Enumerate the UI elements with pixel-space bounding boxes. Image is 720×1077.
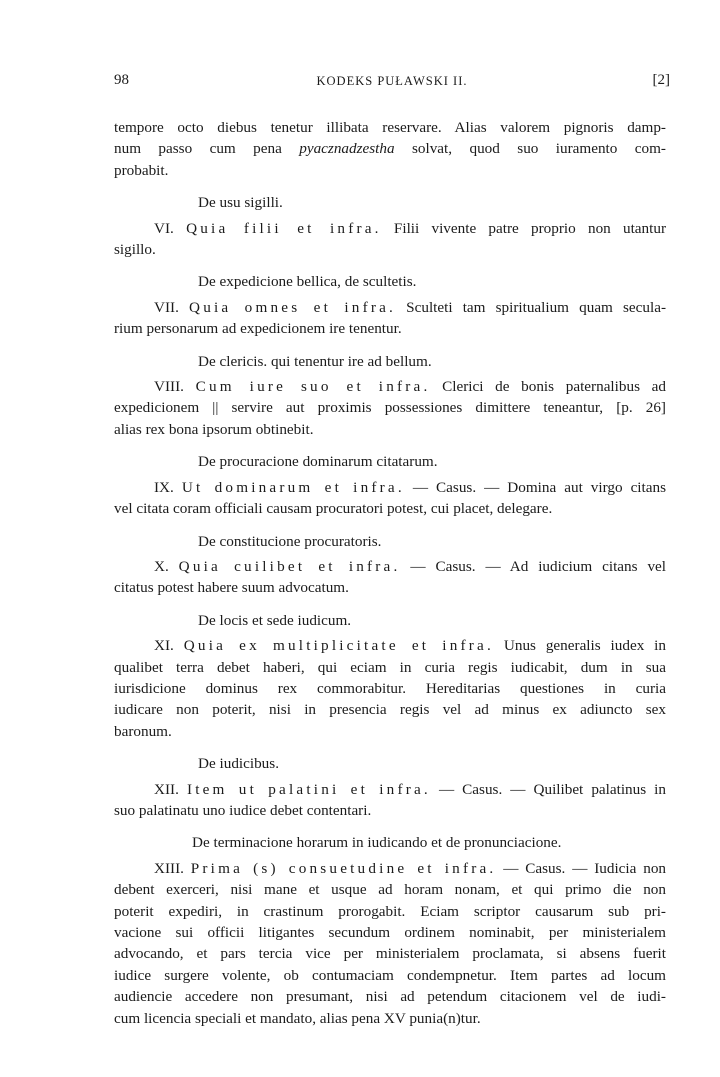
text-line [114,138,666,159]
text-line: probabit. [114,161,169,179]
page-header [114,72,670,98]
text-line: audiencie accedere non presumant, nisi ad petendum citacionem vel de iudi- [114,988,666,1006]
incipit: Ut dominarum et infra. [181,478,405,496]
text-line: iudice surgere volente, ob contumaciam condempnetur. Item partes ad locum [114,966,666,984]
text-segment: — Casus. — Domina aut virgo citans [404,478,666,496]
section-heading: De terminacione horarum in iudicando et de pronunciacione. [192,834,562,852]
incipit: Quia cuilibet et infra. [178,557,401,575]
incipit: Quia omnes et infra. [189,298,397,316]
text-line: poterit expediri, in crastinum prorogabit. Eciam scriptor causarum sub pri- [114,902,666,920]
text-segment: num passo cum pena [114,140,300,158]
text-line: rium personarum ad expedicionem ire tenentur. [114,320,402,338]
section-heading: De expedicione bellica, de scultetis. [198,273,417,291]
article-vii [114,297,666,340]
text-line: qualibet terra debet haberi, qui eciam in curia regis iudicabit, dum in sua [114,658,666,676]
text-segment: Filii vivente patre proprio non utantur [381,219,667,237]
text-segment: expedicionem || servire aut proximis possessiones dimittere teneantur, [114,399,604,417]
incipit: Quia filii et infra. [186,219,382,237]
article-xiii [114,858,666,1029]
text-segment: — Casus. — Quilibet palatinus in [430,780,666,798]
incipit: Item ut palatini et infra. [186,780,431,798]
text-line [114,376,666,397]
incipit: Cum iure suo et infra. [195,378,431,396]
text-line [114,218,666,239]
text-line: debent exerceri, nisi mane et usque ad horam nonam, et qui primo die non [114,881,666,899]
article-number: VII. [154,298,179,316]
text-line [114,477,666,498]
text-segment: solvat, quod suo iuramento com- [394,140,666,158]
incipit: Quia ex multiplicitate et infra. [183,637,494,655]
text-segment: Clerici de bonis paternalibus ad [430,378,666,396]
article-number: IX. [154,478,174,496]
text-line: vacione sui officii litigantes secundum ordinem nominabit, per ministerialem [114,924,666,941]
text-segment: Unus generalis iudex in [493,637,666,655]
text-line: suo palatinatu uno iudice debet contentari. [114,801,372,819]
article-viii [114,376,666,440]
section-mark: [2] [652,72,670,88]
article-xi [114,635,666,742]
incipit: Prima (s) consuetudine et infra. [190,859,497,877]
article-xii [114,779,666,822]
text-line [114,397,666,418]
page-number: 98 [114,72,129,88]
article-x [114,556,666,599]
section-heading: De iudicibus. [198,755,279,773]
article-number: VIII. [154,378,184,396]
article-number: XI. [154,637,174,655]
text-line [114,779,666,800]
text-line: citatus potest habere suum advocatum. [114,579,349,597]
text-line: iurisdicione dominus rex commorabitur. Hereditarias questiones in curia [114,679,666,697]
text-line [114,297,666,318]
article-number: VI. [154,219,174,237]
section-heading: De usu sigilli. [198,194,283,212]
section-heading: De clericis. qui tenentur ire ad bellum. [198,352,432,370]
section-heading: De locis et sede iudicum. [198,611,352,629]
running-title: KODEKS PUŁAWSKI II. [316,74,468,88]
text-line: alias rex bona ipsorum obtinebit. [114,420,314,438]
text-line: sigillo. [114,241,156,259]
text-line: baronum. [114,722,172,740]
section-heading: De procuracione dominarum citatarum. [198,453,438,471]
text-line [114,858,666,879]
article-ix [114,477,666,520]
section-heading: De constitucione procuratoris. [198,532,382,550]
page-reference: [p. 26] [616,399,666,417]
article-number: XII. [154,780,179,798]
text-line: cum licencia speciali et mandato, alias pena XV punia(n)tur. [114,1009,481,1027]
text-line: iudicare non poterit, nisi in presencia regis vel ad minus ex adiuncto sex [114,701,666,719]
text-line: advocando, et pars tercia vice per ministerialem proclamata, si absens fuerit [114,945,666,963]
article-number: X. [154,557,169,575]
intro-paragraph [114,117,666,181]
text-line [114,635,666,656]
text-segment: — Casus. — Iudicia non [496,859,667,877]
article-vi [114,218,666,261]
text-line: tempore octo diebus tenetur illibata reservare. Alias valorem pignoris damp- [114,119,666,136]
text-segment: Sculteti tam spiritualium quam secula- [396,298,667,316]
text-line [114,556,666,577]
page-body [114,117,666,1029]
text-line: vel citata coram officiali causam procuratori potest, cui placet, delegare. [114,500,553,518]
article-number: XIII. [154,859,184,877]
text-segment: — Casus. — Ad iudicium citans vel [400,557,666,575]
polish-term: pyacznadzestha [299,140,395,158]
